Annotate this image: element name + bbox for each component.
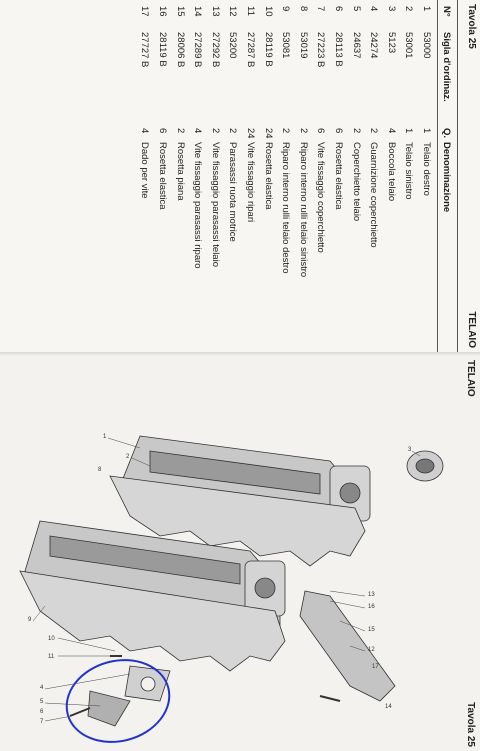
callout-10: 10	[48, 636, 55, 642]
row-number: 4	[368, 6, 380, 12]
row-number: 5	[350, 6, 362, 12]
col-description: Denominazione	[441, 142, 452, 213]
col-order-code: Sigla d'ordinaz.	[441, 32, 452, 102]
table-row	[383, 0, 397, 352]
description: Vite fissaggio parasassi telaio	[209, 142, 221, 267]
table-row	[348, 0, 362, 352]
parts-table	[0, 0, 480, 352]
row-number: 13	[209, 6, 221, 17]
description: Rosetta elastica	[262, 142, 274, 210]
section-title: TELAIO	[466, 311, 477, 348]
quantity: 24	[245, 128, 256, 139]
row-number: 10	[262, 6, 274, 17]
description: Rosetta elastica	[157, 142, 168, 210]
description: Riparo interno rulli telaio sinistro	[297, 142, 309, 278]
table-row	[295, 0, 309, 352]
quantity: 2	[209, 128, 221, 134]
order-code: 28119 B	[157, 32, 168, 67]
callout-5: 5	[40, 699, 44, 705]
row-number: 15	[174, 6, 186, 17]
order-code: 24637	[350, 32, 362, 59]
callout-6: 6	[40, 709, 44, 715]
table-row	[242, 0, 256, 352]
order-code: 53200	[227, 32, 239, 59]
table-row	[330, 0, 344, 352]
table-row	[400, 0, 414, 352]
exploded-view-drawing	[0, 356, 480, 751]
description: Vite fissaggio parasassi riparo	[192, 142, 204, 269]
description: Rosetta piana	[174, 142, 186, 201]
table-row	[365, 0, 379, 352]
table-number: Tavola 25	[466, 4, 477, 49]
order-code: 27289 B	[192, 32, 204, 68]
row-number: 8	[297, 6, 309, 12]
order-code: 53019	[297, 32, 309, 59]
table-row	[207, 0, 221, 352]
row-number: 14	[192, 6, 204, 17]
row-number: 9	[280, 6, 292, 12]
stone-guard	[300, 591, 395, 701]
header-rule	[457, 0, 458, 352]
order-code: 53001	[403, 32, 415, 59]
table-row	[136, 0, 150, 352]
callout-7: 7	[40, 719, 44, 725]
quantity: 4	[192, 128, 204, 134]
quantity: 2	[368, 128, 380, 134]
table-row	[224, 0, 238, 352]
row-number: 16	[157, 6, 168, 17]
table-row	[277, 0, 291, 352]
description: Telaio destro	[421, 142, 432, 196]
quantity: 2	[297, 128, 309, 134]
callout-16: 16	[368, 604, 375, 610]
order-code: 24274	[368, 32, 380, 59]
callout-9: 9	[28, 617, 32, 623]
row-number: 6	[333, 6, 344, 12]
col-number: N°	[441, 6, 452, 17]
callout-4: 4	[40, 685, 44, 691]
quantity: 6	[333, 128, 344, 134]
callout-11: 11	[48, 654, 55, 660]
callout-13: 13	[368, 592, 375, 598]
order-code: 27287 B	[245, 32, 256, 68]
row-number: 11	[245, 6, 256, 16]
order-code: 27727 B	[139, 32, 151, 68]
quantity: 2	[350, 128, 362, 134]
callout-1: 1	[103, 434, 107, 440]
quantity: 2	[174, 128, 186, 134]
row-number: 17	[139, 6, 151, 17]
quantity: 1	[403, 128, 415, 134]
cover	[88, 691, 130, 726]
row-number: 3	[385, 6, 397, 12]
description: Parasassi ruota motrice	[227, 142, 239, 242]
table-row	[154, 0, 168, 352]
diagram-table-number: Tavola 25	[465, 702, 476, 747]
callout-17: 17	[372, 664, 379, 670]
order-code: 53081	[280, 32, 292, 59]
description: Riparo interno rulli telaio destro	[280, 142, 292, 274]
quantity: 6	[157, 128, 168, 134]
quantity: 24	[262, 128, 274, 139]
row-number: 7	[315, 6, 327, 12]
description: Telaio sinistro	[403, 142, 415, 200]
quantity: 4	[139, 128, 151, 134]
callout-8: 8	[98, 467, 102, 473]
callout-15: 15	[368, 627, 375, 633]
description: Coperchietto telaio	[350, 142, 362, 222]
description: Guarnizione coperchietto	[368, 142, 380, 248]
order-code: 27223 B	[315, 32, 327, 68]
order-code: 5123	[385, 32, 397, 54]
order-code: 27292 B	[209, 32, 221, 68]
description: Rosetta elastica	[333, 142, 344, 210]
description: Vite fissaggio coperchietto	[315, 142, 327, 253]
callout-12: 12	[368, 647, 375, 653]
callout-3: 3	[408, 447, 412, 453]
quantity: 4	[385, 128, 397, 134]
description: Dado per vite	[139, 142, 151, 199]
page-header	[458, 0, 480, 352]
table-row	[189, 0, 203, 352]
description: Vite fissaggio ripari	[245, 142, 256, 223]
quantity: 1	[421, 128, 432, 134]
table-row	[172, 0, 186, 352]
col-quantity: Q.	[441, 128, 452, 139]
order-code: 28006 B	[174, 32, 186, 68]
description: Boccola telaio	[385, 142, 397, 202]
row-number: 12	[227, 6, 239, 17]
table-row	[418, 0, 432, 352]
order-code: 53000	[421, 32, 432, 59]
callout-2: 2	[126, 454, 130, 460]
column-rule	[437, 0, 438, 352]
diagram-section-title: TELAIO	[465, 360, 476, 397]
callout-14: 14	[385, 704, 392, 710]
order-code: 28113 B	[333, 32, 344, 67]
row-number: 1	[421, 6, 432, 12]
quantity: 6	[315, 128, 327, 134]
row-number: 2	[403, 6, 415, 12]
order-code: 28119 B	[262, 32, 274, 67]
quantity: 2	[227, 128, 239, 134]
quantity: 2	[280, 128, 292, 134]
table-row	[312, 0, 326, 352]
table-row	[260, 0, 274, 352]
